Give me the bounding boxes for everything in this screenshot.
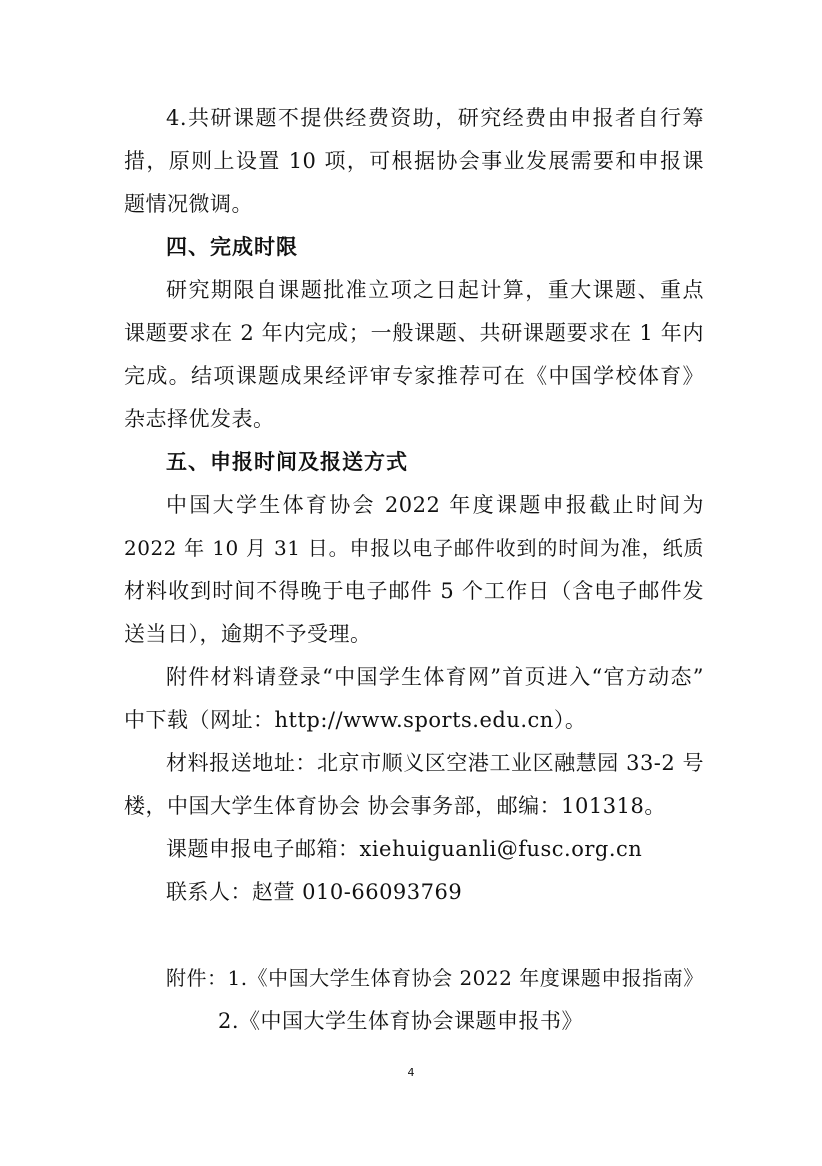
paragraph-funding-line-3: 题情况微调。	[124, 192, 253, 216]
paragraph-submission-line-3: 材料收到时间不得晚于电子邮件 5 个工作日（含电子邮件发	[124, 579, 704, 603]
contact-line: 联系人：赵萱 010-66093769	[166, 880, 463, 904]
attachment-line-1: 附件：1.《中国大学生体育协会 2022 年度课题申报指南》	[166, 966, 704, 990]
section-heading-completion-deadline: 四、完成时限	[166, 235, 298, 259]
paragraph-submission-line-2: 2022 年 10 月 31 日。申报以电子邮件收到的时间为准，纸质	[124, 536, 704, 560]
attachment-line-2: 2.《中国大学生体育协会课题申报书》	[218, 1009, 584, 1033]
paragraph-address-line-2: 楼，中国大学生体育协会 协会事务部，邮编：101318。	[124, 794, 666, 818]
paragraph-deadline-line-4: 杂志择优发表。	[124, 407, 275, 431]
paragraph-download-line-1: 附件材料请登录“中国学生体育网”首页进入“官方动态”	[166, 665, 704, 689]
paragraph-address-line-1: 材料报送地址：北京市顺义区空港工业区融慧园 33-2 号	[166, 751, 704, 775]
paragraph-deadline-line-2: 课题要求在 2 年内完成；一般课题、共研课题要求在 1 年内	[124, 321, 704, 345]
paragraph-submission-line-1: 中国大学生体育协会 2022 年度课题申报截止时间为	[166, 493, 704, 517]
paragraph-funding-line-1: 4.共研课题不提供经费资助，研究经费由申报者自行筹	[166, 106, 704, 130]
page-number: 4	[407, 1066, 415, 1079]
paragraph-funding-line-2: 措，原则上设置 10 项，可根据协会事业发展需要和申报课	[124, 149, 704, 173]
section-heading-submission: 五、申报时间及报送方式	[166, 450, 408, 474]
paragraph-deadline-line-1: 研究期限自课题批准立项之日起计算，重大课题、重点	[166, 278, 704, 302]
paragraph-download-line-2: 中下载（网址：http://www.sports.edu.cn）。	[124, 708, 587, 732]
paragraph-deadline-line-3: 完成。结项课题成果经评审专家推荐可在《中国学校体育》	[124, 364, 704, 388]
paragraph-submission-line-4: 送当日），逾期不予受理。	[124, 622, 372, 646]
email-line: 课题申报电子邮箱：xiehuiguanli@fusc.org.cn	[166, 837, 643, 861]
